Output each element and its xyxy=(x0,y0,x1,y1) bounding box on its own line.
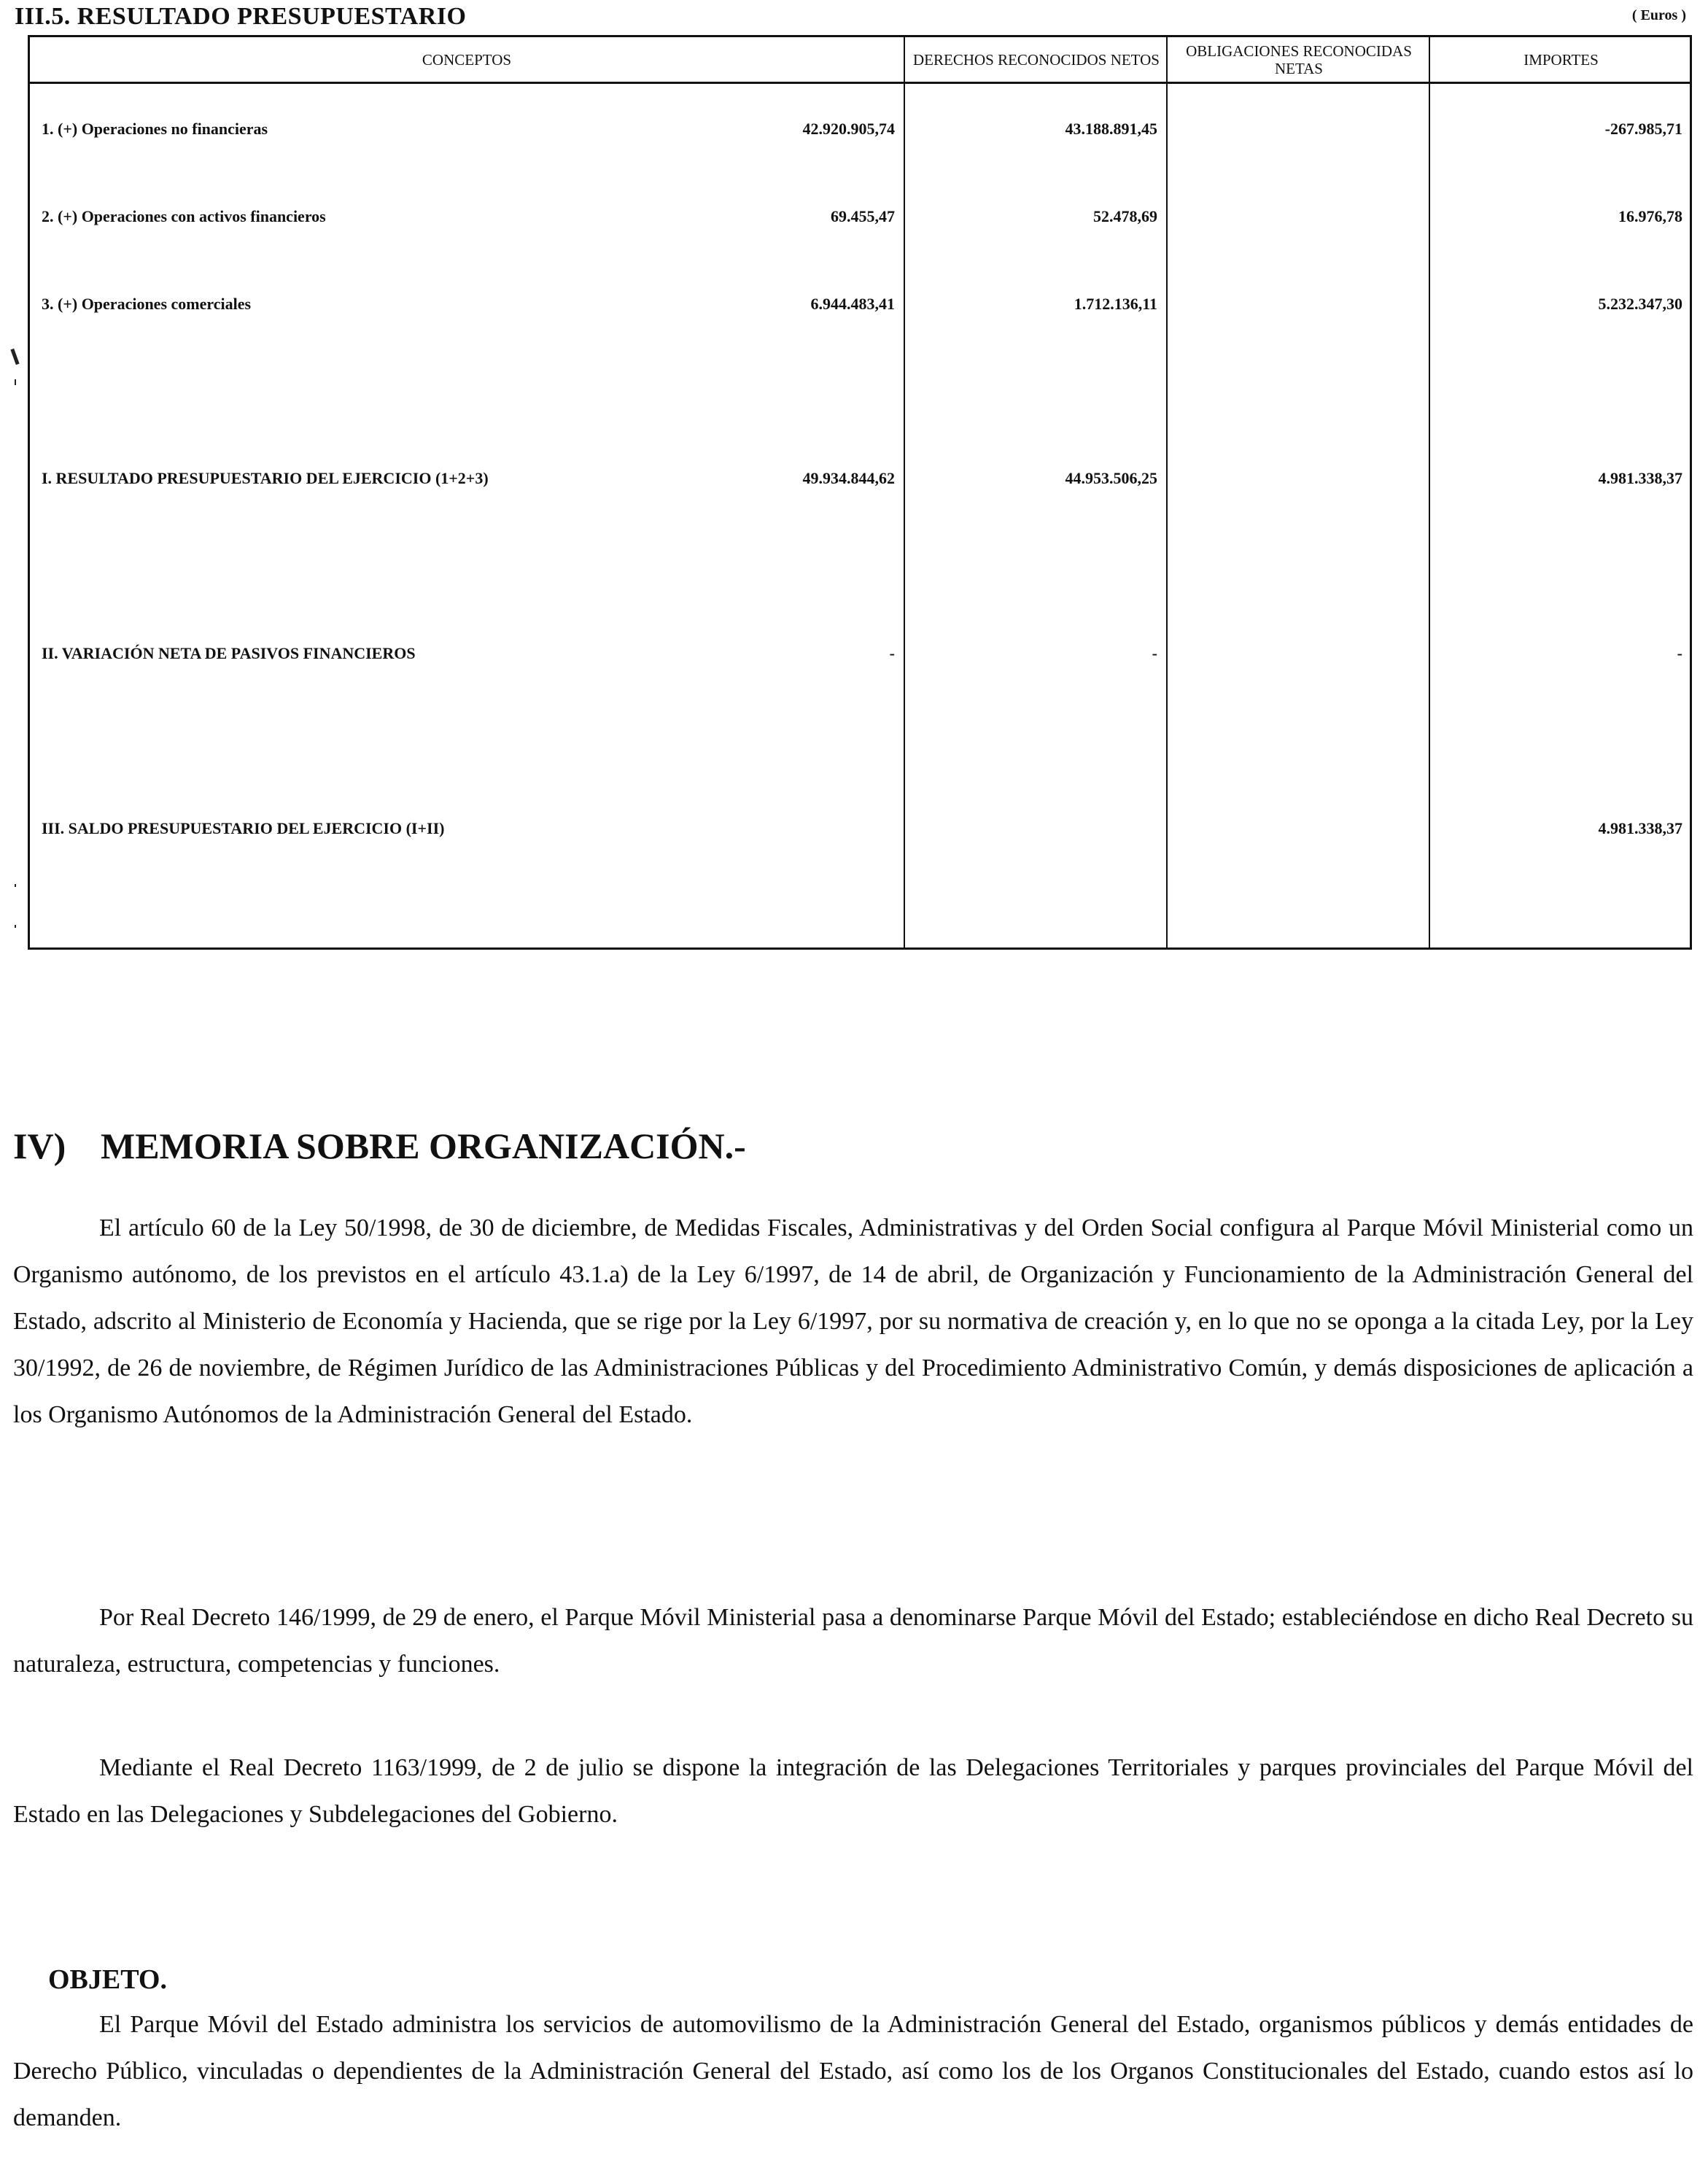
table-row-label: 2. (+) Operaciones con activos financieros xyxy=(42,207,326,225)
column-divider xyxy=(1429,37,1430,947)
table-cell-derechos: 42.920.905,74 xyxy=(802,120,895,138)
memoria-paragraph-3: Mediante el Real Decreto 1163/1999, de 2 de julio se dispone la integración de las Delegaciones Territoriales y parques provinciales del Parque Móvil del Estado en las Delegaciones y Subdelegaciones del Gobierno. xyxy=(13,1754,1693,1828)
table-row-label: I. RESULTADO PRESUPUESTARIO DEL EJERCICIO (1+2+3) xyxy=(42,469,489,487)
table-cell-derechos: 6.944.483,41 xyxy=(810,295,895,313)
table-cell-importes: 16.976,78 xyxy=(1618,207,1682,225)
memoria-paragraph-1: El artículo 60 de la Ley 50/1998, de 30 de diciembre, de Medidas Fiscales, Administrativas y del Orden Social configura al Parque Móvil Ministerial como un Organismo autónomo, de los previstos en el artículo 43.1.a) de la Ley 6/1997, de 14 de abril, de Organización y Funcionamiento de la Administración General del Estado, adscrito al Ministerio de Economía y Hacienda, que se rige por la Ley 6/1997, por su normativa de creación y, en lo que no se oponga a la citada Ley, por la Ley 30/1992, de 26 de noviembre, de Régimen Jurídico de las Administraciones Públicas y del Procedimiento Administrativo Común, y demás disposiciones de aplicación a los Organismo Autónomos de la Administración General del Estado. xyxy=(13,1214,1693,1428)
table-cell-importes: 4.981.338,37 xyxy=(1598,819,1682,837)
table-row-label: II. VARIACIÓN NETA DE PASIVOS FINANCIEROS xyxy=(42,644,416,662)
objeto-paragraph: El Parque Móvil del Estado administra los servicios de automovilismo de la Administración General del Estado, organismos públicos y demás entidades de Derecho Público, vinculadas o dependientes de la Administración General del Estado, así como los de los Organos Constitucionales del Estado, cuando estos así lo demanden. xyxy=(13,2011,1693,2131)
units-label: ( Euros ) xyxy=(1631,7,1686,23)
column-divider xyxy=(904,37,905,947)
header-conceptos: CONCEPTOS xyxy=(422,50,512,69)
section-title: III.5. RESULTADO PRESUPUESTARIO xyxy=(15,3,467,30)
table-cell-derechos: 69.455,47 xyxy=(831,207,895,225)
table-cell-obligaciones: - xyxy=(1152,644,1157,662)
objeto-heading: OBJETO. xyxy=(48,1964,167,1995)
column-divider xyxy=(1166,37,1168,947)
table-row-label: 1. (+) Operaciones no financieras xyxy=(42,120,268,138)
table-cell-importes: 4.981.338,37 xyxy=(1598,469,1682,487)
header-importes: IMPORTES xyxy=(1523,50,1599,69)
memoria-heading xyxy=(13,1125,746,1167)
table-cell-obligaciones: 44.953.506,25 xyxy=(1065,469,1157,487)
table-row-label: 3. (+) Operaciones comerciales xyxy=(42,295,252,313)
memoria-paragraph-2: Por Real Decreto 146/1999, de 29 de enero, el Parque Móvil Ministerial pasa a denominarse Parque Móvil del Estado; estableciéndose en dicho Real Decreto su naturaleza, estructura, competencias y funciones. xyxy=(13,1604,1693,1678)
memoria-title: MEMORIA SOBRE ORGANIZACIÓN.- xyxy=(101,1125,746,1166)
scan-mark xyxy=(15,884,16,887)
header-derechos: DERECHOS RECONOCIDOS NETOS xyxy=(913,50,1160,69)
memoria-number: IV) xyxy=(13,1125,66,1166)
scan-mark xyxy=(15,379,16,385)
table-cell-obligaciones: 52.478,69 xyxy=(1093,207,1157,225)
table-cell-importes: 5.232.347,30 xyxy=(1598,295,1682,313)
table-cell-obligaciones: 43.188.891,45 xyxy=(1065,120,1157,138)
scan-mark xyxy=(10,349,19,365)
table-cell-obligaciones: 1.712.136,11 xyxy=(1074,295,1157,313)
table-cell-importes: - xyxy=(1677,644,1682,662)
header-obligaciones: OBLIGACIONES RECONOCIDAS NETAS xyxy=(1186,42,1412,77)
scan-mark xyxy=(15,925,16,928)
table-cell-derechos: 49.934.844,62 xyxy=(802,469,895,487)
table-cell-importes: -267.985,71 xyxy=(1604,120,1682,138)
table-row-label: III. SALDO PRESUPUESTARIO DEL EJERCICIO (I+II) xyxy=(42,819,445,837)
table-cell-derechos: - xyxy=(889,644,895,662)
budget-result-table xyxy=(28,35,1692,950)
